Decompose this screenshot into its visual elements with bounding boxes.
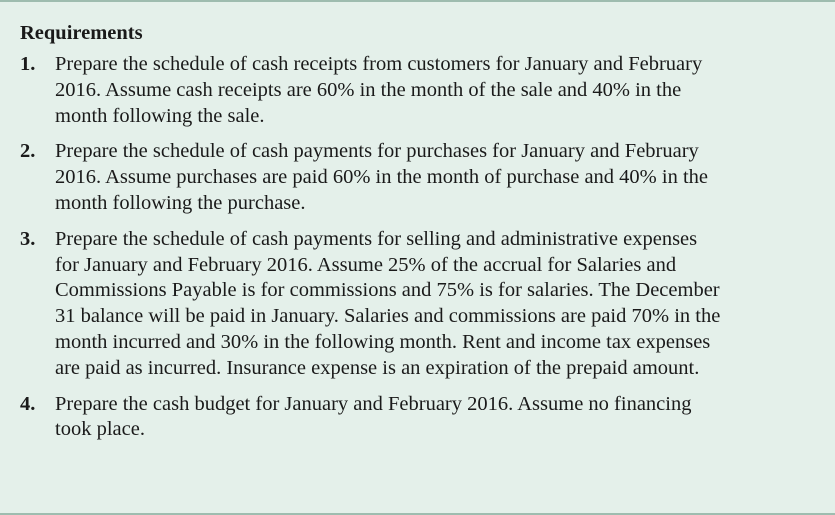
requirement-line: Prepare the schedule of cash payments for selling and administrative expenses xyxy=(55,227,698,250)
requirement-number: 1. xyxy=(20,53,36,75)
requirement-number: 2. xyxy=(20,140,36,163)
requirement-line: are paid as incurred. Insurance expense is an expiration of the prepaid amount. xyxy=(55,356,700,379)
requirement-line: Prepare the cash budget for January and February 2016. Assume no financing xyxy=(55,392,692,415)
requirement-line: 2016. Assume purchases are paid 60% in the month of purchase and 40% in the xyxy=(55,166,708,189)
requirement-line: month following the purchase. xyxy=(55,191,306,214)
requirement-text xyxy=(55,392,823,444)
requirement-line: Prepare the schedule of cash payments for purchases for January and February xyxy=(55,140,699,163)
requirement-line: 31 balance will be paid in January. Salaries and commissions are paid 70% in the xyxy=(55,305,721,328)
requirement-item-4 xyxy=(20,392,823,444)
requirement-line: month incurred and 30% in the following month. Rent and income tax expenses xyxy=(55,330,711,353)
requirement-text xyxy=(55,52,823,129)
requirements-heading: Requirements xyxy=(20,22,143,44)
requirement-line: took place. xyxy=(55,418,145,441)
requirement-text xyxy=(55,139,823,216)
requirement-item-1 xyxy=(20,52,823,129)
requirement-line: month following the sale. xyxy=(55,104,265,127)
requirement-number: 3. xyxy=(20,227,36,250)
requirement-line: 2016. Assume cash receipts are 60% in the month of the sale and 40% in the xyxy=(55,78,682,101)
requirement-line: Commissions Payable is for commissions and 75% is for salaries. The December xyxy=(55,279,720,302)
requirements-list xyxy=(20,52,823,443)
requirement-text xyxy=(55,227,823,382)
requirement-line: for January and February 2016. Assume 25% of the accrual for Salaries and xyxy=(55,253,677,276)
requirement-item-2 xyxy=(20,139,823,216)
requirement-item-3 xyxy=(20,227,823,382)
requirement-line: Prepare the schedule of cash receipts from customers for January and February xyxy=(55,53,703,75)
requirement-number: 4. xyxy=(20,392,36,415)
